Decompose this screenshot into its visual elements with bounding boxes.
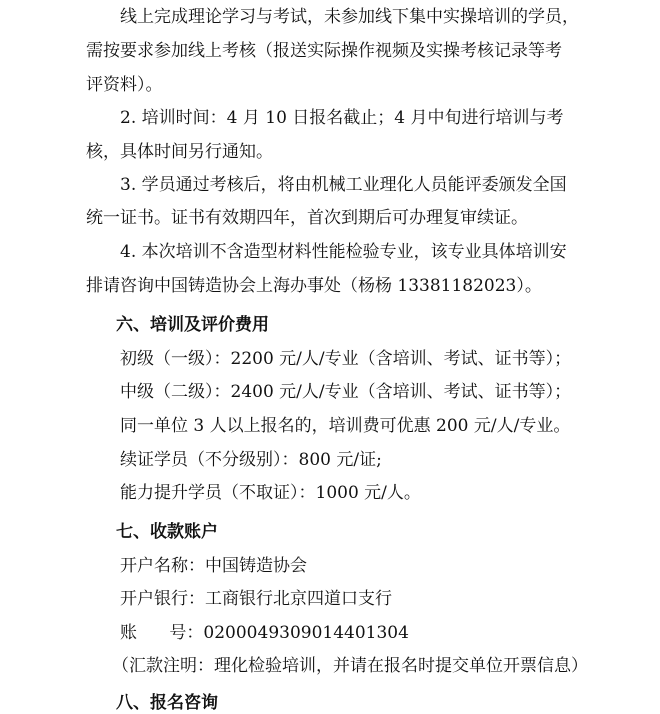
para4-line1: 4. 本次培训不含造型材料性能检验专业，该专业具体培训安: [120, 242, 567, 262]
para4-line2: 排请咨询中国铸造协会上海办事处（杨杨 13381182023）。: [86, 276, 542, 296]
section6-heading: 六、培训及评价费用: [116, 315, 269, 335]
section7-heading: 七、收款账户: [116, 522, 218, 542]
para1-line3: 评资料）。: [86, 75, 163, 95]
account-name: 开户名称：中国铸造协会: [120, 556, 307, 576]
para2-line1: 2. 培训时间：4 月 10 日报名截止；4 月中旬进行培训与考: [120, 108, 564, 128]
account-number: 账 号：0200049309014401304: [120, 623, 409, 643]
para2-line2: 核，具体时间另行通知。: [86, 142, 273, 162]
para3-line2: 统一证书。证书有效期四年，首次到期后可办理复审续证。: [86, 208, 528, 228]
para3-line1: 3. 学员通过考核后，将由机械工业理化人员能评委颁发全国: [120, 175, 567, 195]
remittance-note: （汇款注明：理化检验培训，并请在报名时提交单位开票信息）: [112, 656, 588, 676]
fee-line-improvement: 能力提升学员（不取证）：1000 元/人。: [120, 483, 421, 503]
para1-line1: 线上完成理论学习与考试，未参加线下集中实操培训的学员，: [120, 7, 579, 27]
section8-heading: 八、报名咨询: [116, 693, 218, 713]
fee-line-discount: 同一单位 3 人以上报名的，培训费可优惠 200 元/人/专业。: [120, 416, 571, 436]
fee-line-intermediate: 中级（二级）：2400 元/人/专业（含培训、考试、证书等）；: [120, 382, 572, 402]
para1-line2: 需按要求参加线上考核（报送实际操作视频及实操考核记录等考: [86, 41, 562, 61]
account-bank: 开户银行：工商银行北京四道口支行: [120, 589, 392, 609]
fee-line-renewal: 续证学员（不分级别）：800 元/证;: [120, 450, 382, 470]
fee-line-primary: 初级（一级）：2200 元/人/专业（含培训、考试、证书等）；: [120, 349, 572, 369]
